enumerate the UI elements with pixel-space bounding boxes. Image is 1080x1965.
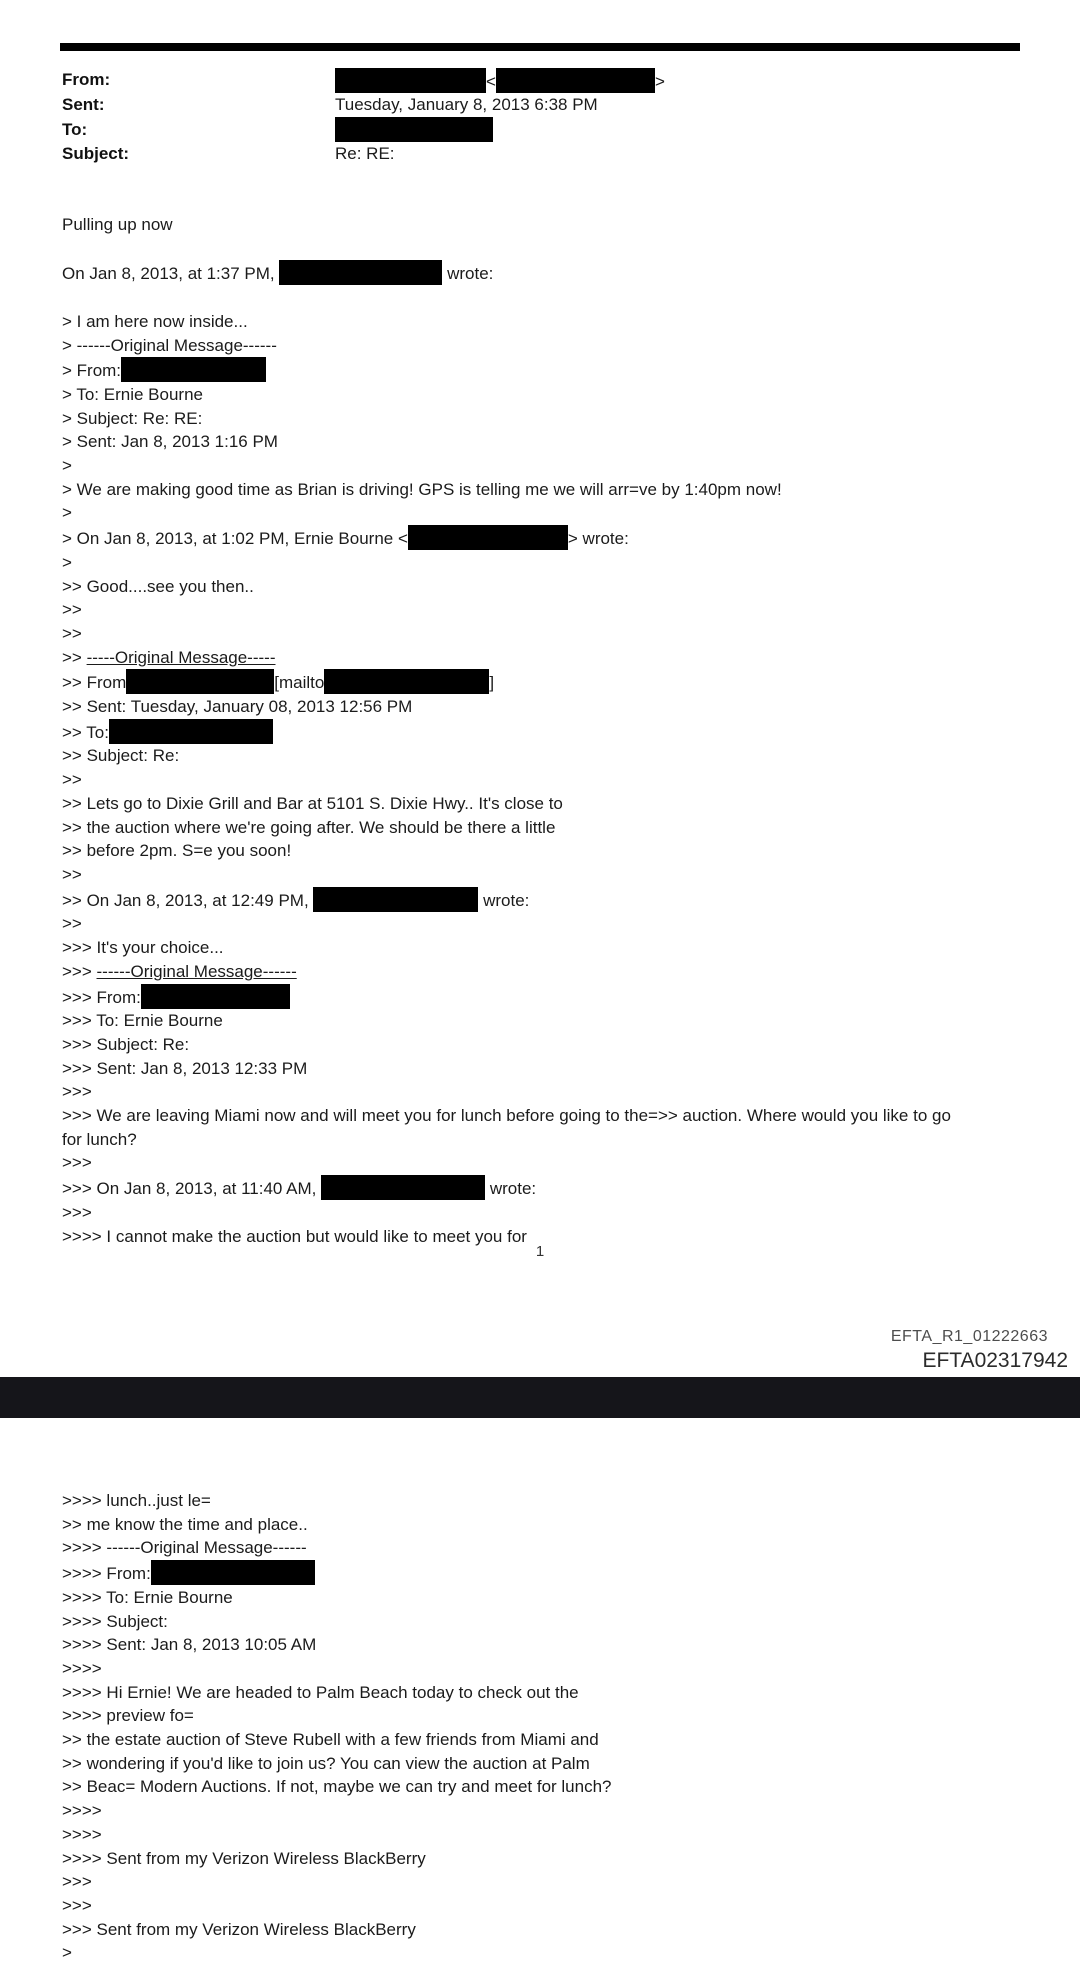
body-line: >: [62, 456, 72, 476]
header-row: [62, 68, 1042, 93]
body-line: >>>: [62, 1895, 92, 1915]
body-line: >>: [62, 623, 82, 643]
bates-stamp-efta-r1: EFTA_R1_01222663: [890, 1328, 1048, 1345]
text-segment: wrote:: [478, 890, 530, 910]
body-line: >>> It's your choice...: [62, 938, 224, 958]
header-value: [335, 68, 665, 93]
text-segment: ]: [489, 673, 495, 693]
text-segment: >>>> From:: [62, 1564, 151, 1584]
body-line: >> Subject: Re:: [62, 746, 180, 766]
header-label: Subject:: [62, 144, 130, 164]
redaction-box: [279, 260, 442, 285]
body-line: >: [62, 552, 72, 572]
header-row: [62, 93, 1042, 118]
body-line: [62, 286, 1047, 310]
email-header: [62, 68, 1042, 167]
text-segment: > From:: [62, 361, 122, 381]
body-line: [62, 1175, 1047, 1201]
redaction-box: [126, 669, 274, 694]
text-segment: >> On Jan 8, 2013, at 12:49 PM,: [62, 890, 314, 910]
redaction-box: [408, 525, 568, 550]
text-segment: Re: RE:: [335, 144, 395, 164]
body-line: >> before 2pm. S=e you soon!: [62, 841, 292, 861]
text-segment: ------Original Message------: [96, 961, 297, 981]
header-label: From:: [62, 70, 111, 90]
redaction-box: [324, 669, 489, 694]
body-line: >> Good....see you then..: [62, 576, 254, 596]
body-line: for lunch?: [62, 1129, 137, 1149]
body-line: >>>> Sent: Jan 8, 2013 10:05 AM: [62, 1635, 317, 1655]
bates-stamp-efta: EFTA02317942: [922, 1349, 1068, 1372]
body-line: >>>> I cannot make the auction but would like to meet you for: [62, 1226, 527, 1246]
body-line: >>>: [62, 1153, 92, 1173]
text-segment: wrote:: [442, 264, 494, 284]
body-line: > Sent: Jan 8, 2013 1:16 PM: [62, 432, 278, 452]
body-line: >>>>: [62, 1824, 102, 1844]
text-segment: >: [654, 71, 665, 91]
email-body-page1: [62, 213, 1047, 1248]
body-line: [62, 960, 1047, 984]
text-segment: [mailto: [274, 673, 325, 693]
header-value: [335, 117, 493, 142]
redaction-box: [335, 117, 493, 142]
text-segment: wrote:: [485, 1179, 537, 1199]
header-row: [62, 117, 1042, 142]
body-line: >>: [62, 914, 82, 934]
header-row: [62, 142, 1042, 167]
body-line: [62, 719, 1047, 745]
body-line: >> me know the time and place..: [62, 1514, 308, 1534]
text-segment: Tuesday, January 8, 2013 6:38 PM: [335, 95, 598, 115]
header-rule: [60, 43, 1020, 51]
body-line: [62, 984, 1047, 1010]
body-line: >>: [62, 770, 82, 790]
body-line: >>>> Subject:: [62, 1611, 168, 1631]
body-line: >>>>: [62, 1658, 102, 1678]
redaction-box: [151, 1560, 315, 1585]
body-line: [62, 1560, 1047, 1586]
body-line: > ------Original Message------: [62, 335, 277, 355]
text-segment: >> From: [62, 673, 127, 693]
text-segment: >>> On Jan 8, 2013, at 11:40 AM,: [62, 1179, 322, 1199]
body-line: >>> Sent: Jan 8, 2013 12:33 PM: [62, 1058, 308, 1078]
body-line: >> Beac= Modern Auctions. If not, maybe we can try and meet for lunch?: [62, 1777, 612, 1797]
text-segment: >>: [62, 647, 87, 667]
body-line: [62, 357, 1047, 383]
body-line: >>: [62, 600, 82, 620]
text-segment: <: [486, 71, 496, 91]
body-line: >>> Sent from my Verizon Wireless BlackBerry: [62, 1919, 416, 1939]
body-line: >>> To: Ernie Bourne: [62, 1011, 223, 1031]
text-segment: -----Original Message-----: [86, 647, 276, 667]
text-segment: > On Jan 8, 2013, at 1:02 PM, Ernie Bourne <: [62, 529, 408, 549]
header-label: To:: [62, 119, 88, 139]
body-line: >>: [62, 864, 82, 884]
redaction-box: [321, 1175, 485, 1200]
body-line: > I am here now inside...: [62, 311, 248, 331]
page-separator-bar: [0, 1377, 1080, 1418]
header-value: [335, 144, 395, 164]
body-line: [62, 237, 1047, 261]
body-line: > We are making good time as Brian is driving! GPS is telling me we will arr=ve by 1:40pm now!: [62, 479, 782, 499]
body-line: [62, 669, 1047, 695]
body-line: >>>: [62, 1872, 92, 1892]
body-line: >>>> preview fo=: [62, 1706, 194, 1726]
redaction-box: [109, 719, 273, 744]
header-label: Sent:: [62, 95, 105, 115]
body-line: >>>> ------Original Message------: [62, 1538, 307, 1558]
redaction-box: [335, 68, 486, 93]
body-line: >: [62, 1943, 72, 1963]
body-line: Pulling up now: [62, 215, 173, 234]
redaction-box: [313, 887, 478, 912]
text-segment: On Jan 8, 2013, at 1:37 PM,: [62, 264, 280, 284]
body-line: > Subject: Re: RE:: [62, 408, 203, 428]
body-line: >> the estate auction of Steve Rubell with a few friends from Miami and: [62, 1730, 599, 1750]
body-line: > To: Ernie Bourne: [62, 384, 203, 404]
body-line: >> wondering if you'd like to join us? You can view the auction at Palm: [62, 1753, 590, 1773]
text-segment: > wrote:: [567, 529, 629, 549]
body-line: >>>: [62, 1202, 92, 1222]
body-line: >>>> lunch..just le=: [62, 1491, 211, 1510]
redaction-box: [141, 984, 290, 1009]
body-line: >> the auction where we're going after. We should be there a little: [62, 817, 556, 837]
header-value: [335, 95, 598, 115]
body-line: >>>> To: Ernie Bourne: [62, 1587, 233, 1607]
text-segment: >>> From:: [62, 987, 141, 1007]
text-segment: >>>: [62, 961, 97, 981]
body-line: >>> Subject: Re:: [62, 1034, 190, 1054]
text-segment: >> To:: [62, 722, 109, 742]
body-line: >> Sent: Tuesday, January 08, 2013 12:56 PM: [62, 697, 413, 717]
page-number: 1: [535, 1243, 545, 1260]
body-line: >>> We are leaving Miami now and will meet you for lunch before going to the=>> auction. Where would you like to go: [62, 1106, 951, 1126]
body-line: >>>: [62, 1082, 92, 1102]
redaction-box: [121, 357, 266, 382]
email-body-page2: [62, 1489, 1047, 1965]
body-line: >>>> Sent from my Verizon Wireless BlackBerry: [62, 1848, 426, 1868]
body-line: [62, 525, 1047, 551]
body-line: [62, 887, 1047, 913]
redaction-box: [496, 68, 655, 93]
body-line: [62, 260, 1047, 286]
body-line: >> Lets go to Dixie Grill and Bar at 5101 S. Dixie Hwy.. It's close to: [62, 793, 563, 813]
body-line: >>>> Hi Ernie! We are headed to Palm Beach today to check out the: [62, 1682, 579, 1702]
body-line: [62, 646, 1047, 670]
body-line: >>>>: [62, 1801, 102, 1821]
body-line: >: [62, 503, 72, 523]
